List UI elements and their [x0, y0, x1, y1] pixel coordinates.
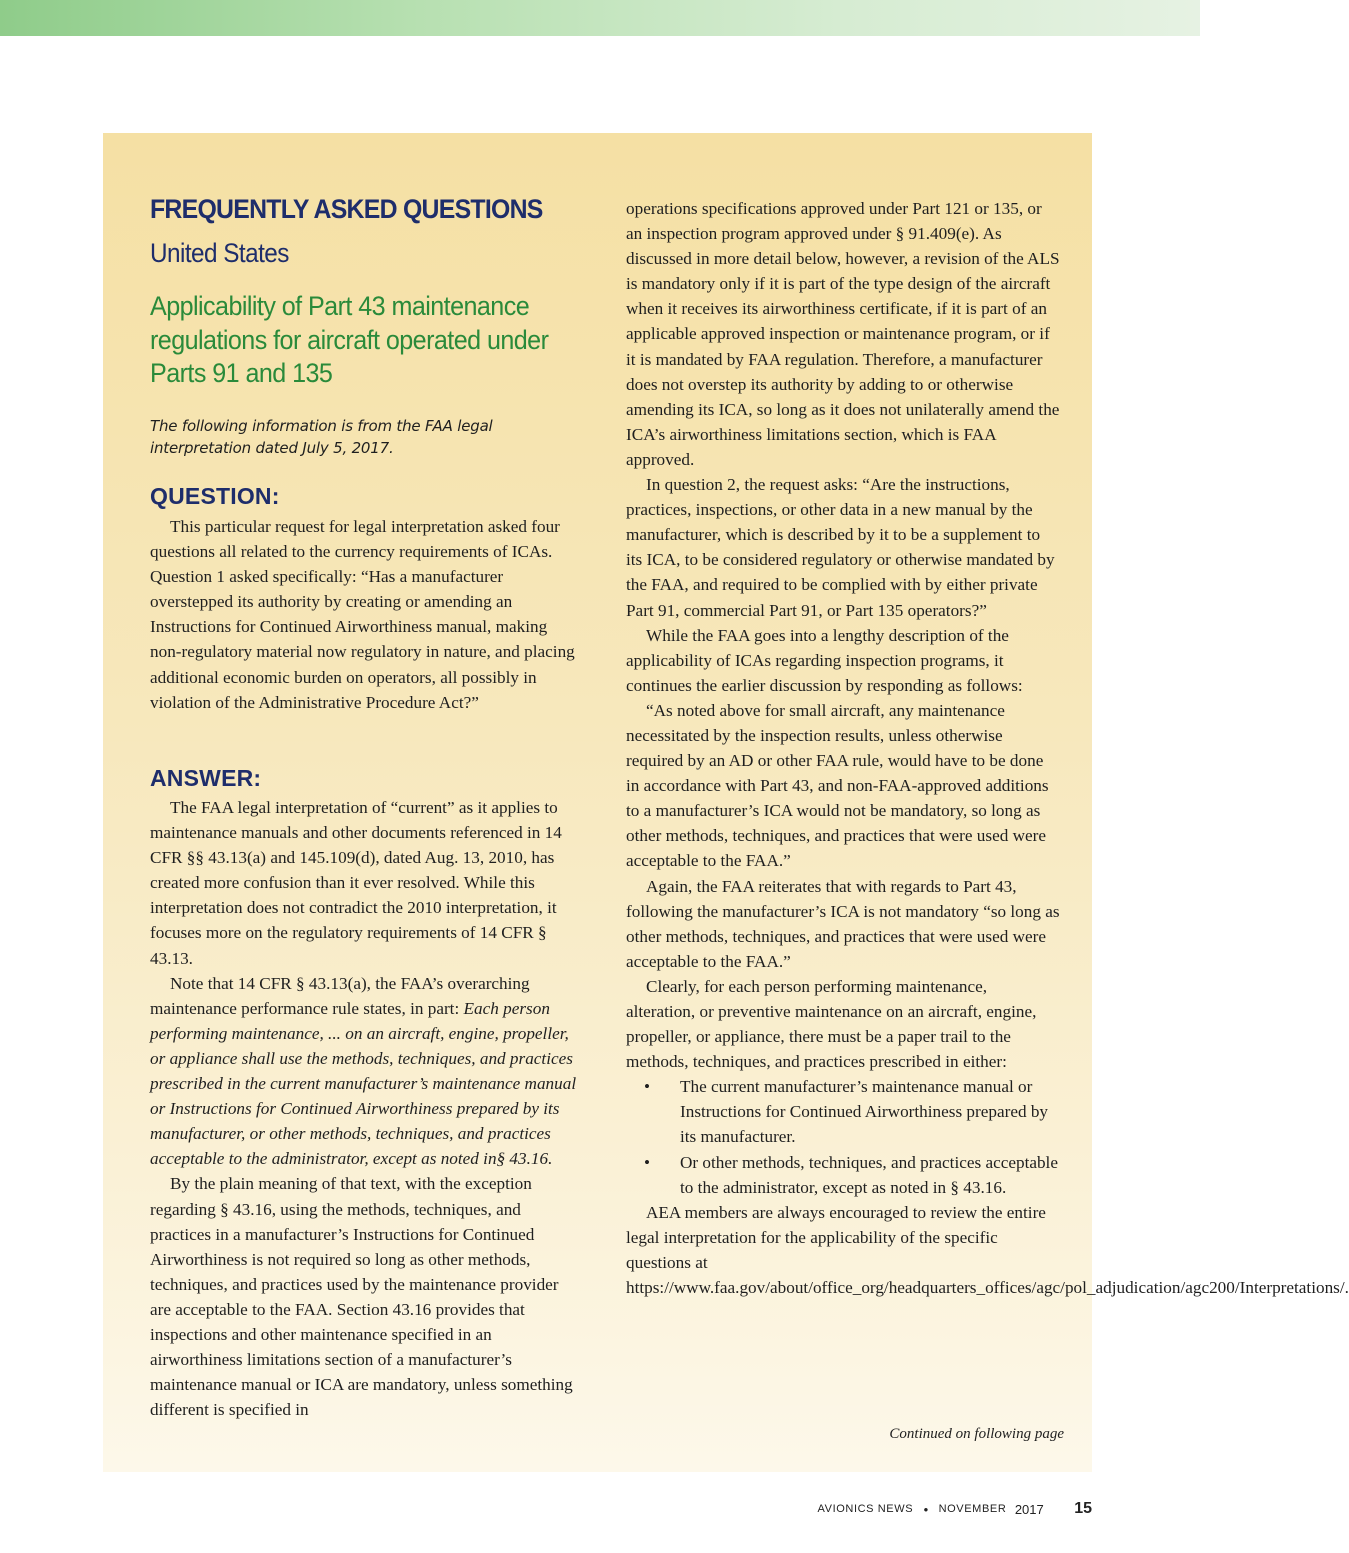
publication-name: AVIONICS NEWS — [817, 1503, 914, 1515]
bullet-icon: • — [644, 1152, 651, 1172]
issue-year: 2017 — [1014, 1501, 1044, 1517]
rule-intro: Note that 14 CFR § 43.13(a), the FAA’s overarching maintenance performance rule states, in part: — [150, 973, 530, 1018]
right-paragraph-4: “As noted above for small aircraft, any maintenance necessitated by the inspection results, unless otherwise required by an AD or other FAA rule, would have to be done in accordance with Part 43, and non-FAA-approved additions to a manufacturer’s ICA would not be mandatory, so long as other methods, techniques, and practices that were used were acceptable to the FAA.” — [626, 700, 1049, 871]
list-item-text: The current manufacturer’s maintenance manual or Instructions for Continued Airworthiness prepared by its manufacturer. — [680, 1077, 1049, 1147]
list-item — [626, 1074, 1060, 1149]
continued-note: Continued on following page — [889, 1426, 1064, 1442]
footer-separator: • — [923, 1501, 929, 1517]
right-paragraph-2: In question 2, the request asks: “Are the instructions, practices, inspections, or other data in a new manual by the manufacturer, which is described by it to be a supplement to its ICA, to be considered regulatory or otherwise mandated by the FAA, and required to be complied with by either private Part 91, commercial Part 91, or Part 135 operators?” — [626, 475, 1055, 620]
right-paragraph-6: Clearly, for each person performing maintenance, alteration, or preventive maintenance on an aircraft, engine, propeller, or appliance, there must be a paper trail to the methods, techniques, and practices prescribed in either: — [626, 976, 1037, 1072]
answer-paragraph-2 — [150, 971, 580, 1172]
bullet-list — [626, 1074, 1060, 1199]
right-paragraph-7: AEA members are always encouraged to review the entire legal interpretation for the applicability of the specific questions at https://www.faa.gov/about/office_org/headquarters_offices/agc/pol_adjudication/agc200/Interpretations/. — [626, 1202, 1349, 1298]
article-title: Applicability of Part 43 maintenance regulations for aircraft operated under Parts 91 and 135 — [150, 291, 549, 388]
right-paragraph-5: Again, the FAA reiterates that with regards to Part 43, following the manufacturer’s ICA is not mandatory “so long as other methods, techniques, and practices that were used were acceptable to the FAA.” — [626, 876, 1060, 971]
list-item-text: Or other methods, techniques, and practices acceptable to the administrator, except as noted in § 43.16. — [680, 1152, 1058, 1197]
bullet-icon: • — [644, 1077, 651, 1097]
question-heading: QUESTION: — [150, 483, 280, 509]
answer-paragraph-3: By the plain meaning of that text, with the exception regarding § 43.16, using the methods, techniques, and practices in a manufacturer’s Instructions for Continued Airworthiness is not required so long as other methods, techniques, and practices used by the maintenance provider are acceptable to the FAA. Section 43.16 provides that inspections and other maintenance specified in an airworthiness limitations section of a manufacturer’s maintenance manual or ICA are mandatory, unless something different is specified in — [150, 1174, 573, 1420]
list-item — [626, 1150, 1060, 1200]
rule-quote: Each person performing maintenance, ... on an aircraft, engine, propeller, or appliance shall use the methods, techniques, and practices prescribed in the current manufacturer’s maintenance manual or Instructions for Continued Airworthiness prepared by its manufacturer, or other methods, techniques, and practices acceptable to the administrator, except as noted in§ 43.16. — [150, 998, 577, 1169]
question-paragraph: This particular request for legal interpretation asked four questions all related to the currency requirements of ICAs. Question 1 asked specifically: “Has a manufacturer overstepped its authority by creating or amending an Instructions for Continued Airworthiness manual, making non-regulatory material now regulatory in nature, and placing additional economic burden on operators, all possibly in violation of the Administrative Procedure Act?” — [150, 517, 575, 712]
page-footer — [818, 1500, 1092, 1520]
section-kicker: FREQUENTLY ASKED QUESTIONS — [150, 194, 543, 224]
right-column — [626, 196, 1349, 1300]
answer-heading: ANSWER: — [150, 765, 262, 791]
intro-note: The following information is from the FAA legal interpretation dated July 5, 2017. — [150, 417, 493, 457]
right-paragraph-3: While the FAA goes into a lengthy description of the applicability of ICAs regarding inspection programs, it continues the earlier discussion by responding as follows: — [626, 625, 1023, 695]
country-label: United States — [150, 238, 289, 268]
top-color-band — [0, 0, 1200, 36]
right-paragraph-1: operations specifications approved under Part 121 or 135, or an inspection program approved under § 91.409(e). As discussed in more detail below, however, a revision of the ALS is mandatory only if it is part of the type design of the aircraft when it receives its airworthiness certificate, if it is part of an applicable approved inspection or maintenance program, or if it is mandated by FAA regulation. Therefore, a manufacturer does not overstep its authority by adding to or otherwise amending its ICA, so long as it does not unilaterally amend the ICA’s airworthiness limitations section, which is FAA approved. — [626, 199, 1060, 469]
answer-body — [150, 795, 580, 1422]
question-body — [150, 514, 580, 715]
page-number: 15 — [1074, 1500, 1092, 1517]
issue-month: NOVEMBER — [938, 1503, 1007, 1515]
answer-paragraph-1: The FAA legal interpretation of “current” as it applies to maintenance manuals and other documents referenced in 14 CFR §§ 43.13(a) and 145.109(d), dated Aug. 13, 2010, has created more confusion than it ever resolved. While this interpretation does not contradict the 2010 interpretation, it focuses more on the regulatory requirements of 14 CFR § 43.13. — [150, 798, 562, 968]
